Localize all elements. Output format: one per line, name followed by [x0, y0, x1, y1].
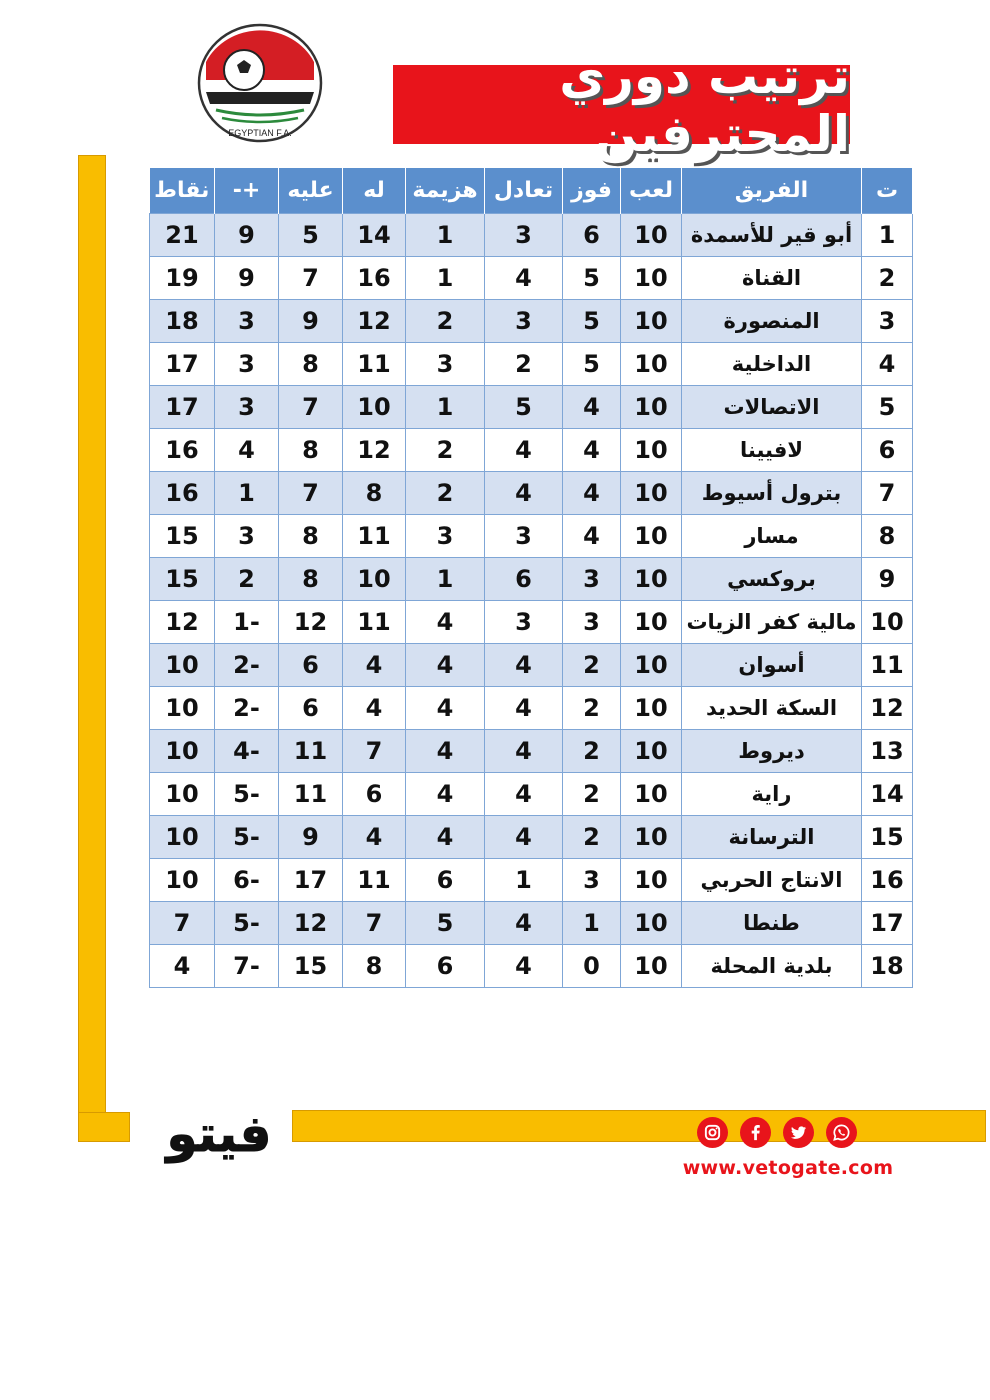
won-cell: 0 — [563, 945, 621, 988]
lost-cell: 6 — [406, 945, 485, 988]
rank-cell: 18 — [862, 945, 913, 988]
played-cell: 10 — [621, 859, 682, 902]
team-cell: الداخلية — [682, 343, 862, 386]
points-cell: 17 — [150, 343, 215, 386]
goals-for-cell: 11 — [343, 343, 406, 386]
drawn-cell: 4 — [485, 644, 563, 687]
header-goals-against: عليه — [279, 168, 343, 214]
table-header-row — [150, 168, 913, 214]
goals-against-cell: 8 — [279, 343, 343, 386]
page-title: ترتيب دوري المحترفين — [559, 46, 850, 163]
goals-against-cell: 9 — [279, 816, 343, 859]
won-cell: 3 — [563, 859, 621, 902]
drawn-cell: 4 — [485, 730, 563, 773]
drawn-cell: 3 — [485, 601, 563, 644]
played-cell: 10 — [621, 902, 682, 945]
drawn-cell: 4 — [485, 773, 563, 816]
goals-for-cell: 7 — [343, 902, 406, 945]
team-cell: القناة — [682, 257, 862, 300]
team-cell: مسار — [682, 515, 862, 558]
goals-for-cell: 16 — [343, 257, 406, 300]
points-cell: 10 — [150, 773, 215, 816]
goal-diff-cell: -2 — [215, 644, 279, 687]
table-row — [150, 945, 913, 988]
header-rank: ت — [862, 168, 913, 214]
goals-for-cell: 10 — [343, 386, 406, 429]
points-cell: 18 — [150, 300, 215, 343]
facebook-icon[interactable] — [740, 1117, 771, 1148]
table-row — [150, 816, 913, 859]
table-row — [150, 773, 913, 816]
lost-cell: 4 — [406, 644, 485, 687]
lost-cell: 4 — [406, 601, 485, 644]
goals-against-cell: 8 — [279, 558, 343, 601]
drawn-cell: 4 — [485, 257, 563, 300]
goal-diff-cell: -5 — [215, 773, 279, 816]
points-cell: 16 — [150, 472, 215, 515]
played-cell: 10 — [621, 730, 682, 773]
won-cell: 2 — [563, 730, 621, 773]
points-cell: 15 — [150, 558, 215, 601]
goal-diff-cell: 3 — [215, 386, 279, 429]
team-cell: ديروط — [682, 730, 862, 773]
goals-for-cell: 8 — [343, 945, 406, 988]
team-cell: راية — [682, 773, 862, 816]
table-row — [150, 300, 913, 343]
svg-text:EGYPTIAN F.A.: EGYPTIAN F.A. — [228, 128, 292, 138]
header-team: الفريق — [682, 168, 862, 214]
rank-cell: 11 — [862, 644, 913, 687]
played-cell: 10 — [621, 558, 682, 601]
played-cell: 10 — [621, 300, 682, 343]
rank-cell: 4 — [862, 343, 913, 386]
won-cell: 2 — [563, 644, 621, 687]
goals-against-cell: 9 — [279, 300, 343, 343]
won-cell: 4 — [563, 472, 621, 515]
table-row — [150, 257, 913, 300]
goal-diff-cell: 9 — [215, 257, 279, 300]
rank-cell: 16 — [862, 859, 913, 902]
won-cell: 2 — [563, 687, 621, 730]
lost-cell: 4 — [406, 730, 485, 773]
points-cell: 12 — [150, 601, 215, 644]
team-cell: السكة الحديد — [682, 687, 862, 730]
rank-cell: 5 — [862, 386, 913, 429]
rank-cell: 12 — [862, 687, 913, 730]
goals-for-cell: 14 — [343, 214, 406, 257]
played-cell: 10 — [621, 945, 682, 988]
lost-cell: 2 — [406, 429, 485, 472]
won-cell: 5 — [563, 300, 621, 343]
points-cell: 10 — [150, 644, 215, 687]
goals-for-cell: 4 — [343, 687, 406, 730]
drawn-cell: 4 — [485, 472, 563, 515]
goal-diff-cell: 3 — [215, 515, 279, 558]
header-goals-for: له — [343, 168, 406, 214]
goal-diff-cell: 3 — [215, 343, 279, 386]
drawn-cell: 3 — [485, 515, 563, 558]
played-cell: 10 — [621, 816, 682, 859]
drawn-cell: 4 — [485, 687, 563, 730]
header-won: فوز — [563, 168, 621, 214]
goal-diff-cell: 3 — [215, 300, 279, 343]
lost-cell: 6 — [406, 859, 485, 902]
won-cell: 4 — [563, 386, 621, 429]
played-cell: 10 — [621, 429, 682, 472]
played-cell: 10 — [621, 773, 682, 816]
team-cell: أسوان — [682, 644, 862, 687]
drawn-cell: 1 — [485, 859, 563, 902]
table-row — [150, 386, 913, 429]
goal-diff-cell: -7 — [215, 945, 279, 988]
played-cell: 10 — [621, 257, 682, 300]
header-drawn: تعادل — [485, 168, 563, 214]
team-cell: طنطا — [682, 902, 862, 945]
whatsapp-icon[interactable] — [826, 1117, 857, 1148]
won-cell: 4 — [563, 429, 621, 472]
title-banner — [393, 46, 850, 163]
points-cell: 7 — [150, 902, 215, 945]
team-cell: مالية كفر الزيات — [682, 601, 862, 644]
goals-for-cell: 12 — [343, 300, 406, 343]
lost-cell: 2 — [406, 300, 485, 343]
rank-cell: 1 — [862, 214, 913, 257]
won-cell: 5 — [563, 343, 621, 386]
table-row — [150, 558, 913, 601]
drawn-cell: 3 — [485, 214, 563, 257]
goal-diff-cell: 9 — [215, 214, 279, 257]
drawn-cell: 4 — [485, 902, 563, 945]
goal-diff-cell: -4 — [215, 730, 279, 773]
team-cell: لافيينا — [682, 429, 862, 472]
played-cell: 10 — [621, 601, 682, 644]
table-row — [150, 902, 913, 945]
team-cell: الاتصالات — [682, 386, 862, 429]
won-cell: 3 — [563, 558, 621, 601]
goals-against-cell: 17 — [279, 859, 343, 902]
goals-for-cell: 11 — [343, 601, 406, 644]
goals-for-cell: 8 — [343, 472, 406, 515]
team-cell: بروكسي — [682, 558, 862, 601]
rank-cell: 3 — [862, 300, 913, 343]
goals-against-cell: 11 — [279, 773, 343, 816]
played-cell: 10 — [621, 644, 682, 687]
drawn-cell: 4 — [485, 945, 563, 988]
goals-for-cell: 12 — [343, 429, 406, 472]
website-url[interactable]: www.vetogate.com — [682, 1157, 894, 1179]
rank-cell: 10 — [862, 601, 913, 644]
goals-against-cell: 15 — [279, 945, 343, 988]
table-row — [150, 601, 913, 644]
team-cell: بترول أسيوط — [682, 472, 862, 515]
table-row — [150, 429, 913, 472]
table-row — [150, 343, 913, 386]
goals-against-cell: 7 — [279, 472, 343, 515]
goal-diff-cell: -6 — [215, 859, 279, 902]
frame-bottom-bar — [292, 1110, 986, 1142]
rank-cell: 13 — [862, 730, 913, 773]
rank-cell: 7 — [862, 472, 913, 515]
lost-cell: 5 — [406, 902, 485, 945]
rank-cell: 14 — [862, 773, 913, 816]
rank-cell: 8 — [862, 515, 913, 558]
header-lost: هزيمة — [406, 168, 485, 214]
goals-against-cell: 8 — [279, 515, 343, 558]
goals-against-cell: 7 — [279, 386, 343, 429]
points-cell: 17 — [150, 386, 215, 429]
drawn-cell: 5 — [485, 386, 563, 429]
points-cell: 10 — [150, 859, 215, 902]
played-cell: 10 — [621, 386, 682, 429]
goal-diff-cell: -2 — [215, 687, 279, 730]
header-points: نقاط — [150, 168, 215, 214]
table-row — [150, 472, 913, 515]
lost-cell: 4 — [406, 687, 485, 730]
drawn-cell: 6 — [485, 558, 563, 601]
goals-against-cell: 6 — [279, 644, 343, 687]
table-row — [150, 730, 913, 773]
lost-cell: 1 — [406, 214, 485, 257]
team-cell: المنصورة — [682, 300, 862, 343]
points-cell: 16 — [150, 429, 215, 472]
goal-diff-cell: -1 — [215, 601, 279, 644]
goals-for-cell: 7 — [343, 730, 406, 773]
won-cell: 6 — [563, 214, 621, 257]
rank-cell: 15 — [862, 816, 913, 859]
table-row — [150, 687, 913, 730]
points-cell: 4 — [150, 945, 215, 988]
goal-diff-cell: 2 — [215, 558, 279, 601]
table-row — [150, 515, 913, 558]
frame-left-foot — [78, 1112, 130, 1142]
won-cell: 3 — [563, 601, 621, 644]
points-cell: 15 — [150, 515, 215, 558]
rank-cell: 2 — [862, 257, 913, 300]
goal-diff-cell: -5 — [215, 816, 279, 859]
won-cell: 1 — [563, 902, 621, 945]
goals-against-cell: 12 — [279, 601, 343, 644]
team-cell: الترسانة — [682, 816, 862, 859]
goals-for-cell: 11 — [343, 515, 406, 558]
lost-cell: 2 — [406, 472, 485, 515]
frame-left-bar — [78, 155, 106, 1140]
rank-cell: 9 — [862, 558, 913, 601]
veto-brand-logo — [150, 1100, 288, 1168]
brand-name: فيتو — [166, 1105, 272, 1163]
table-row — [150, 214, 913, 257]
goals-against-cell: 11 — [279, 730, 343, 773]
table-row — [150, 644, 913, 687]
team-cell: بلدية المحلة — [682, 945, 862, 988]
goal-diff-cell: -5 — [215, 902, 279, 945]
lost-cell: 4 — [406, 773, 485, 816]
goals-against-cell: 12 — [279, 902, 343, 945]
lost-cell: 1 — [406, 386, 485, 429]
goals-against-cell: 8 — [279, 429, 343, 472]
team-cell: أبو قير للأسمدة — [682, 214, 862, 257]
goals-against-cell: 7 — [279, 257, 343, 300]
goal-diff-cell: 1 — [215, 472, 279, 515]
lost-cell: 3 — [406, 343, 485, 386]
drawn-cell: 4 — [485, 429, 563, 472]
standings-table — [149, 168, 913, 988]
lost-cell: 1 — [406, 558, 485, 601]
team-cell: الانتاج الحربي — [682, 859, 862, 902]
lost-cell: 3 — [406, 515, 485, 558]
header-goal-diff: +- — [215, 168, 279, 214]
instagram-icon[interactable] — [697, 1117, 728, 1148]
won-cell: 4 — [563, 515, 621, 558]
drawn-cell: 4 — [485, 816, 563, 859]
goals-for-cell: 4 — [343, 816, 406, 859]
points-cell: 21 — [150, 214, 215, 257]
points-cell: 10 — [150, 816, 215, 859]
egyptian-fa-logo-icon — [196, 22, 324, 144]
played-cell: 10 — [621, 687, 682, 730]
social-icons — [697, 1117, 857, 1149]
goals-for-cell: 6 — [343, 773, 406, 816]
lost-cell: 1 — [406, 257, 485, 300]
points-cell: 10 — [150, 730, 215, 773]
table-row — [150, 859, 913, 902]
won-cell: 2 — [563, 773, 621, 816]
goals-for-cell: 4 — [343, 644, 406, 687]
twitter-icon[interactable] — [783, 1117, 814, 1148]
goals-for-cell: 11 — [343, 859, 406, 902]
points-cell: 19 — [150, 257, 215, 300]
drawn-cell: 2 — [485, 343, 563, 386]
played-cell: 10 — [621, 472, 682, 515]
rank-cell: 17 — [862, 902, 913, 945]
played-cell: 10 — [621, 214, 682, 257]
goals-against-cell: 6 — [279, 687, 343, 730]
won-cell: 2 — [563, 816, 621, 859]
played-cell: 10 — [621, 515, 682, 558]
goals-for-cell: 10 — [343, 558, 406, 601]
played-cell: 10 — [621, 343, 682, 386]
rank-cell: 6 — [862, 429, 913, 472]
header-played: لعب — [621, 168, 682, 214]
goal-diff-cell: 4 — [215, 429, 279, 472]
points-cell: 10 — [150, 687, 215, 730]
won-cell: 5 — [563, 257, 621, 300]
goals-against-cell: 5 — [279, 214, 343, 257]
lost-cell: 4 — [406, 816, 485, 859]
drawn-cell: 3 — [485, 300, 563, 343]
